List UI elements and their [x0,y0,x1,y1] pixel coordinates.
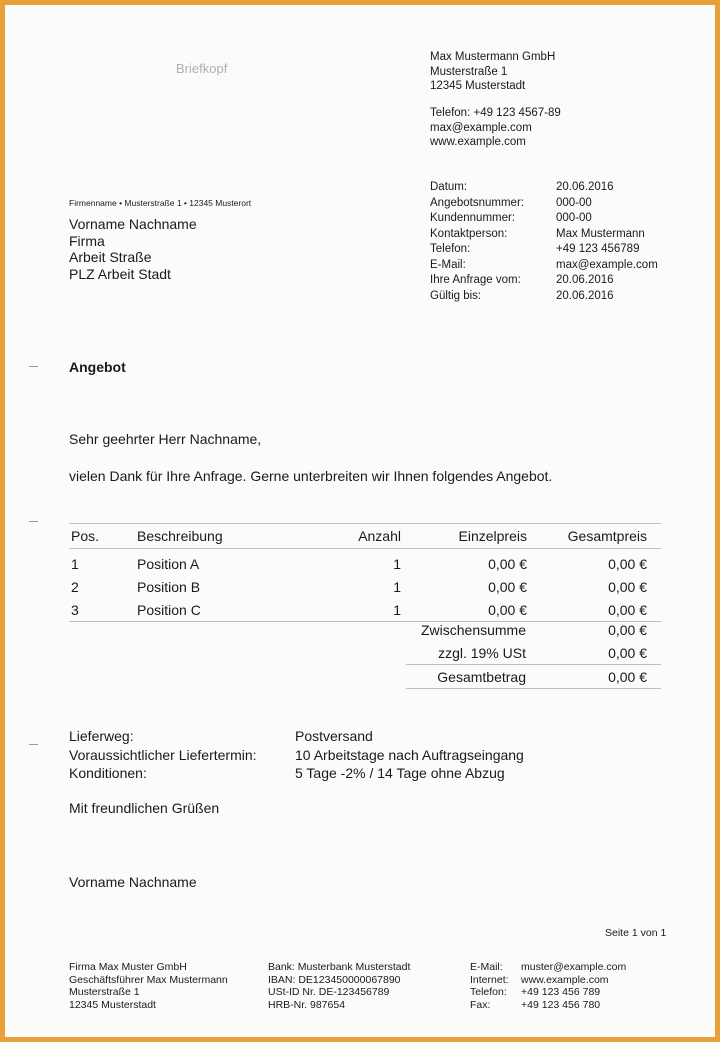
total-label: Gesamtbetrag [437,668,526,685]
header-cell: Anzahl [358,528,401,544]
table-row [69,575,661,598]
footer-line: 12345 Musterstadt [69,998,156,1011]
meta-label: Angebotsnummer: [430,196,524,209]
footer-label: E-Mail: [470,961,503,973]
meta-value: 000-00 [556,212,592,224]
table-cell: 0,00 € [608,555,647,572]
salutation: Sehr geehrter Herr Nachname, [69,431,262,447]
footer-value: www.example.com [521,973,609,986]
table-row [69,552,661,575]
total-value: 0,00 € [608,644,647,661]
delivery-label: Lieferweg: [69,728,134,744]
table-cell: Position A [137,555,200,572]
offer-meta [430,180,658,304]
sender-city: 12345 Musterstadt [430,80,526,92]
grand-total-row [406,664,661,689]
return-address: Firmenname • Musterstraße 1 • 12345 Musterort [69,198,252,208]
footer-contact-row [470,986,626,999]
meta-label: Telefon: [430,243,471,255]
footer-company [69,961,228,1011]
footer-line: IBAN: DE123450000067890 [268,973,401,986]
footer-bank [268,961,410,1011]
total-label: zzgl. 19% USt [438,644,526,661]
closing-phrase: Mit freundlichen Grüßen [69,800,220,816]
meta-label: Kontaktperson: [430,227,508,240]
footer-value: +49 123 456 789 [521,986,601,998]
sender-web: www.example.com [430,136,526,148]
table-cell: Position B [137,578,201,595]
footer-value: muster@example.com [521,961,627,973]
fold-mark [29,366,38,367]
delivery-terms [69,727,524,783]
meta-value: 20.06.2016 [556,289,614,302]
delivery-row [69,746,524,765]
recipient-line: PLZ Arbeit Stadt [69,265,171,282]
total-value: 0,00 € [608,668,647,685]
delivery-value: 5 Tage -2% / 14 Tage ohne Abzug [295,765,505,781]
meta-value: Max Mustermann [556,227,645,240]
total-label: Zwischensumme [420,621,526,638]
table-cell: 0,00 € [488,601,527,618]
delivery-label: Konditionen: [69,765,147,781]
recipient-line: Vorname Nachname [69,216,197,232]
footer-contact-row [470,999,626,1012]
recipient-address [69,216,197,282]
meta-value: +49 123 456789 [556,243,640,255]
tax-row [406,641,661,664]
footer-label: Internet: [470,973,509,986]
footer-label: Telefon: [470,986,507,998]
recipient-line: Firma [69,232,105,249]
intro-text: vielen Dank für Ihre Anfrage. Gerne unterbreiten wir Ihnen folgendes Angebot. [69,468,553,484]
meta-row [430,196,658,212]
table-cell: 2 [71,578,79,595]
table-cell: 0,00 € [488,578,527,595]
header-cell: Einzelpreis [458,528,527,544]
table-cell: 0,00 € [608,601,647,618]
offer-table [69,523,661,622]
subtotal-row [406,618,661,641]
meta-value: max@example.com [556,258,658,271]
footer-line: USt-ID Nr. DE-123456789 [268,986,390,998]
delivery-row [69,727,524,746]
sender-email: max@example.com [430,121,532,134]
meta-label: Gültig bis: [430,289,482,302]
letterhead-placeholder: Briefkopf [176,61,228,76]
table-cell: Position C [137,601,201,618]
meta-label: E-Mail: [430,258,466,271]
meta-value: 20.06.2016 [556,274,614,286]
meta-label: Datum: [430,181,468,193]
delivery-value: 10 Arbeitstage nach Auftragseingang [295,746,524,763]
meta-value: 000-00 [556,196,592,209]
fold-mark [29,744,38,745]
footer-line: Firma Max Muster GmbH [69,961,187,973]
delivery-label: Voraussichtlicher Liefertermin: [69,746,257,763]
footer-line: Bank: Musterbank Musterstadt [268,961,411,973]
totals-block [406,618,661,689]
table-cell: 0,00 € [488,555,527,572]
meta-row [430,242,658,258]
header-cell: Beschreibung [137,528,223,544]
page-number: Seite 1 von 1 [605,927,667,939]
meta-label: Kundennummer: [430,212,516,224]
meta-row [430,211,658,227]
footer-value: +49 123 456 780 [521,998,601,1011]
recipient-line: Arbeit Straße [69,249,152,265]
footer-contact-row [470,974,626,987]
signature-name: Vorname Nachname [69,874,197,890]
footer-line: Geschäftsführer Max Mustermann [69,973,228,986]
meta-value: 20.06.2016 [556,181,614,193]
subject-line: Angebot [69,359,126,375]
table-cell: 1 [393,578,401,595]
table-cell: 0,00 € [608,578,647,595]
table-cell: 1 [71,555,79,572]
footer-line: Musterstraße 1 [69,986,140,998]
header-cell: Gesamtpreis [567,528,647,544]
meta-row [430,258,658,274]
delivery-row [69,764,524,783]
meta-row [430,273,658,289]
footer-contact-row [470,961,626,974]
meta-row [430,289,658,305]
table-header [69,523,661,549]
fold-mark [29,521,38,522]
sender-phone: Telefon: +49 123 4567-89 [430,107,561,119]
header-cell: Pos. [71,528,100,544]
meta-label: Ihre Anfrage vom: [430,274,521,286]
meta-row [430,227,658,243]
footer-line: HRB-Nr. 987654 [268,998,346,1011]
table-cell: 3 [71,601,79,618]
table-cell: 1 [393,601,401,618]
table-cell: 1 [393,555,401,572]
sender-street: Musterstraße 1 [430,65,508,78]
footer-contact [470,961,626,1011]
letter-page [5,5,715,1037]
meta-row [430,180,658,196]
delivery-value: Postversand [295,728,373,744]
sender-company: Max Mustermann GmbH [430,51,556,63]
total-value: 0,00 € [608,621,647,638]
sender-address [430,50,555,94]
sender-contact [430,106,561,150]
footer-label: Fax: [470,998,491,1011]
